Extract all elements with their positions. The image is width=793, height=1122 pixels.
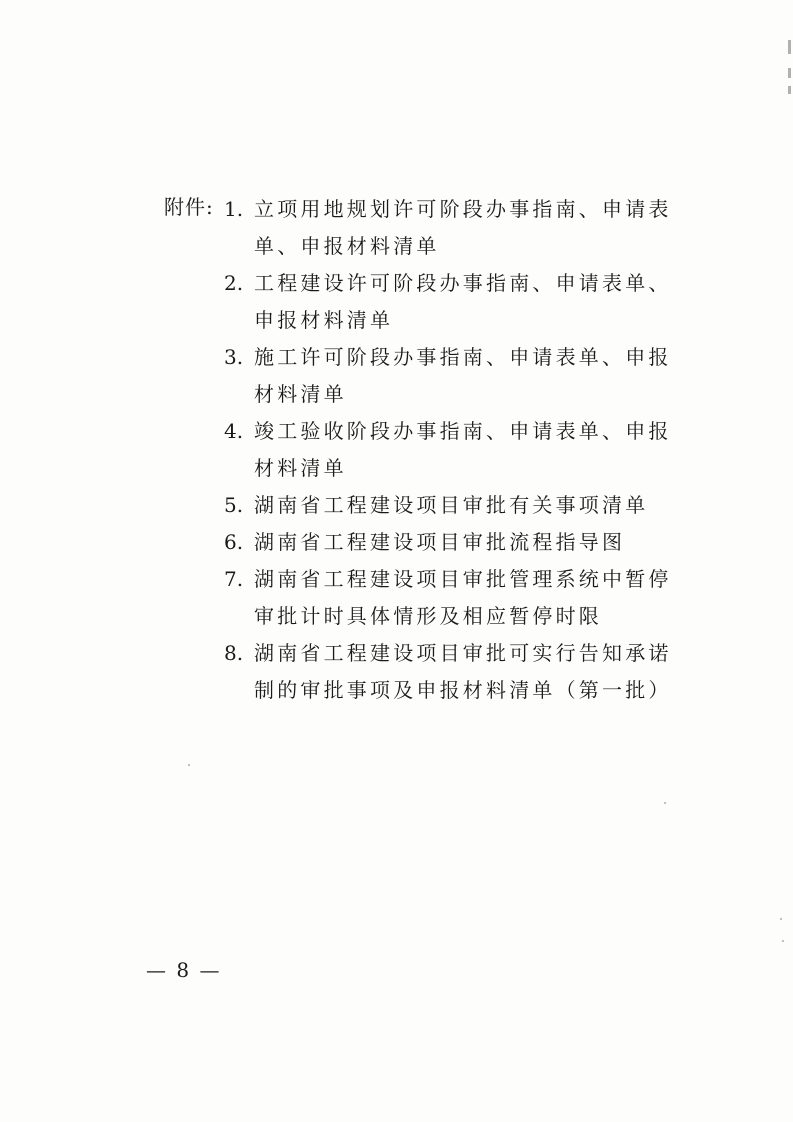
scan-artifact (188, 764, 190, 766)
scan-artifact (788, 68, 791, 78)
scan-artifact (782, 940, 784, 942)
page-number: — 8 — (146, 958, 222, 982)
attachment-number: 3. (224, 345, 244, 369)
attachment-item-6 (224, 524, 694, 561)
attachment-title: 竣工验收阶段办事指南、申请表单、申报材料清单 (254, 419, 672, 480)
attachment-title: 湖南省工程建设项目审批有关事项清单 (254, 493, 649, 517)
attachment-number: 5. (224, 493, 244, 517)
attachment-title: 施工许可阶段办事指南、申请表单、申报材料清单 (254, 345, 672, 406)
attachment-number: 6. (224, 530, 244, 554)
attachments-label: 附件: (164, 195, 214, 219)
attachment-title: 立项用地规划许可阶段办事指南、申请表单、申报材料清单 (254, 197, 672, 258)
scan-artifact (664, 802, 666, 804)
attachment-title: 湖南省工程建设项目审批流程指导图 (254, 530, 626, 554)
attachment-number: 1. (224, 197, 244, 221)
attachment-number: 4. (224, 419, 244, 443)
attachment-number: 2. (224, 271, 244, 295)
attachment-title: 工程建设许可阶段办事指南、申请表单、申报材料清单 (254, 271, 672, 332)
attachment-number: 8. (224, 641, 244, 665)
attachment-item-8 (224, 635, 694, 709)
attachment-item-3 (224, 339, 694, 413)
scan-artifact (788, 40, 791, 54)
attachment-title: 湖南省工程建设项目审批管理系统中暂停审批计时具体情形及相应暂停时限 (254, 567, 672, 628)
attachment-item-7 (224, 561, 694, 635)
attachment-item-4 (224, 413, 694, 487)
scan-artifact (780, 918, 782, 920)
attachment-item-1 (224, 191, 694, 265)
attachment-title: 湖南省工程建设项目审批可实行告知承诺制的审批事项及申报材料清单（第一批） (254, 641, 672, 702)
attachment-item-2 (224, 265, 694, 339)
attachment-number: 7. (224, 567, 244, 591)
attachment-item-5 (224, 487, 694, 524)
attachment-list (224, 191, 694, 709)
scan-artifact (788, 86, 791, 94)
